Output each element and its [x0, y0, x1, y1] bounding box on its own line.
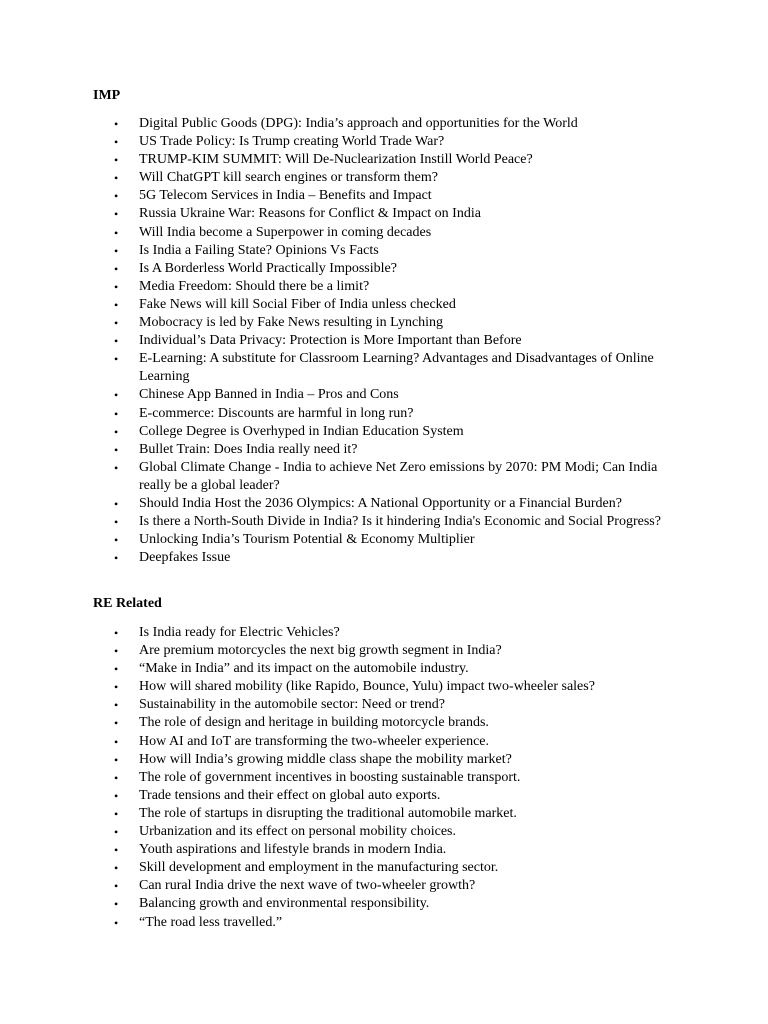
list-item	[0, 459, 768, 495]
bullet-icon: •	[114, 770, 119, 785]
list-item-text: Digital Public Goods (DPG): India’s approach and opportunities for the World	[139, 116, 578, 131]
bullet-icon: •	[114, 388, 119, 403]
list-item	[0, 805, 768, 823]
list-item-text: Will ChatGPT kill search engines or transform them?	[139, 170, 438, 186]
bullet-icon: •	[114, 680, 119, 695]
list-item-text: Should India Host the 2036 Olympics: A National Opportunity or a Financial Burden?	[139, 495, 622, 511]
list-item-text: College Degree is Overhyped in Indian Education System	[139, 423, 464, 439]
list-item-text: Skill development and employment in the manufacturing sector.	[139, 860, 499, 876]
list-item	[0, 332, 768, 350]
imp-topic-list	[0, 115, 768, 567]
section-heading-re-related: RE Related	[93, 596, 162, 611]
bullet-icon: •	[114, 734, 119, 749]
list-item	[0, 205, 768, 223]
list-item-text: Trade tensions and their effect on global auto exports.	[139, 787, 441, 803]
bullet-icon: •	[114, 135, 119, 150]
bullet-icon: •	[114, 644, 119, 659]
bullet-icon: •	[114, 406, 119, 421]
bullet-icon: •	[114, 752, 119, 767]
bullet-icon: •	[114, 843, 119, 858]
list-item-text: Balancing growth and environmental responsibility.	[139, 896, 430, 912]
list-item-text: E-commerce: Discounts are harmful in long run?	[139, 405, 414, 421]
list-item-text: Media Freedom: Should there be a limit?	[139, 278, 370, 294]
list-item-text: Will India become a Superpower in coming decades	[139, 224, 432, 240]
list-item	[0, 660, 768, 678]
list-item-text: “Make in India” and its impact on the automobile industry.	[139, 661, 469, 677]
list-item	[0, 314, 768, 332]
list-item-text: E-Learning: A substitute for Classroom Learning? Advantages and Disadvantages of Online Learning	[139, 351, 654, 385]
list-item-text: Fake News will kill Social Fiber of India unless checked	[139, 296, 456, 312]
bullet-icon: •	[114, 897, 119, 912]
list-item	[0, 642, 768, 660]
list-item-text: Is A Borderless World Practically Impossible?	[139, 260, 397, 276]
bullet-icon: •	[114, 515, 119, 530]
list-item	[0, 513, 768, 531]
bullet-icon: •	[114, 424, 119, 439]
list-item-text: Sustainability in the automobile sector: Need or trend?	[139, 697, 445, 713]
bullet-icon: •	[114, 279, 119, 294]
list-item-text: How AI and IoT are transforming the two-wheeler experience.	[139, 733, 489, 749]
bullet-icon: •	[114, 261, 119, 276]
list-item-text: Urbanization and its effect on personal mobility choices.	[139, 824, 456, 840]
bullet-icon: •	[114, 442, 119, 457]
list-item-text: Deepfakes Issue	[139, 550, 231, 566]
list-item	[0, 151, 768, 169]
list-item-text: US Trade Policy: Is Trump creating World Trade War?	[139, 134, 445, 150]
list-item-text: Youth aspirations and lifestyle brands in modern India.	[139, 842, 447, 858]
list-item	[0, 386, 768, 404]
list-item	[0, 859, 768, 877]
list-item	[0, 769, 768, 787]
list-item	[0, 751, 768, 769]
bullet-icon: •	[114, 788, 119, 803]
list-item	[0, 115, 768, 133]
list-item	[0, 841, 768, 859]
list-item	[0, 823, 768, 841]
bullet-icon: •	[114, 716, 119, 731]
list-item	[0, 441, 768, 459]
list-item	[0, 696, 768, 714]
bullet-icon: •	[114, 297, 119, 312]
list-item-text: Is India a Failing State? Opinions Vs Facts	[139, 242, 379, 258]
bullet-icon: •	[114, 825, 119, 840]
list-item-text: Is there a North-South Divide in India? Is it hindering India's Economic and Social Progress?	[139, 514, 661, 530]
list-item	[0, 405, 768, 423]
bullet-icon: •	[114, 207, 119, 222]
list-item	[0, 169, 768, 187]
bullet-icon: •	[114, 551, 119, 566]
bullet-icon: •	[114, 879, 119, 894]
list-item	[0, 133, 768, 151]
bullet-icon: •	[114, 533, 119, 548]
bullet-icon: •	[114, 316, 119, 331]
bullet-icon: •	[114, 153, 119, 168]
bullet-icon: •	[114, 698, 119, 713]
bullet-icon: •	[114, 189, 119, 204]
list-item	[0, 350, 768, 386]
list-item	[0, 787, 768, 805]
list-item-text: The role of startups in disrupting the traditional automobile market.	[139, 805, 517, 821]
bullet-icon: •	[114, 243, 119, 258]
bullet-icon: •	[114, 460, 119, 475]
list-item-text: Are premium motorcycles the next big growth segment in India?	[139, 643, 502, 659]
bullet-icon: •	[114, 915, 119, 930]
list-item	[0, 224, 768, 242]
list-item	[0, 714, 768, 732]
list-item-text: The role of government incentives in boosting sustainable transport.	[139, 769, 521, 785]
list-item	[0, 877, 768, 895]
list-item-text: The role of design and heritage in building motorcycle brands.	[139, 715, 489, 731]
list-item	[0, 296, 768, 314]
list-item	[0, 914, 768, 932]
bullet-icon: •	[114, 861, 119, 876]
list-item-text: TRUMP-KIM SUMMIT: Will De-Nuclearization Instill World Peace?	[139, 152, 533, 168]
bullet-icon: •	[114, 117, 119, 131]
list-item-text: How will shared mobility (like Rapido, Bounce, Yulu) impact two-wheeler sales?	[139, 679, 595, 695]
bullet-icon: •	[114, 496, 119, 511]
bullet-icon: •	[114, 171, 119, 186]
list-item-text: “The road less travelled.”	[139, 914, 283, 930]
re-topic-list	[0, 624, 768, 932]
list-item	[0, 531, 768, 549]
list-item-text: Is India ready for Electric Vehicles?	[139, 625, 340, 640]
section-heading-imp: IMP	[93, 88, 121, 103]
list-item-text: Chinese App Banned in India – Pros and Cons	[139, 387, 399, 403]
list-item	[0, 549, 768, 567]
list-item-text: Can rural India drive the next wave of two-wheeler growth?	[139, 878, 476, 894]
list-item	[0, 678, 768, 696]
list-item-text: Bullet Train: Does India really need it?	[139, 441, 358, 457]
list-item	[0, 278, 768, 296]
list-item-text: Mobocracy is led by Fake News resulting in Lynching	[139, 315, 444, 331]
bullet-icon: •	[114, 662, 119, 677]
bullet-icon: •	[114, 225, 119, 240]
list-item	[0, 495, 768, 513]
list-item-text: Russia Ukraine War: Reasons for Conflict & Impact on India	[139, 206, 481, 222]
list-item	[0, 733, 768, 751]
list-item-text: Unlocking India’s Tourism Potential & Economy Multiplier	[139, 532, 475, 548]
list-item-text: 5G Telecom Services in India – Benefits and Impact	[139, 188, 432, 204]
list-item-text: Individual’s Data Privacy: Protection is More Important than Before	[139, 333, 522, 349]
bullet-icon: •	[114, 334, 119, 349]
list-item-text: How will India’s growing middle class shape the mobility market?	[139, 751, 512, 767]
list-item	[0, 187, 768, 205]
bullet-icon: •	[114, 352, 119, 367]
list-item	[0, 260, 768, 278]
list-item	[0, 624, 768, 642]
list-item	[0, 423, 768, 441]
list-item	[0, 242, 768, 260]
bullet-icon: •	[114, 626, 119, 640]
list-item-text: Global Climate Change - India to achieve Net Zero emissions by 2070: PM Modi; Can India really be a global leader?	[139, 459, 658, 493]
list-item	[0, 895, 768, 913]
bullet-icon: •	[114, 806, 119, 821]
